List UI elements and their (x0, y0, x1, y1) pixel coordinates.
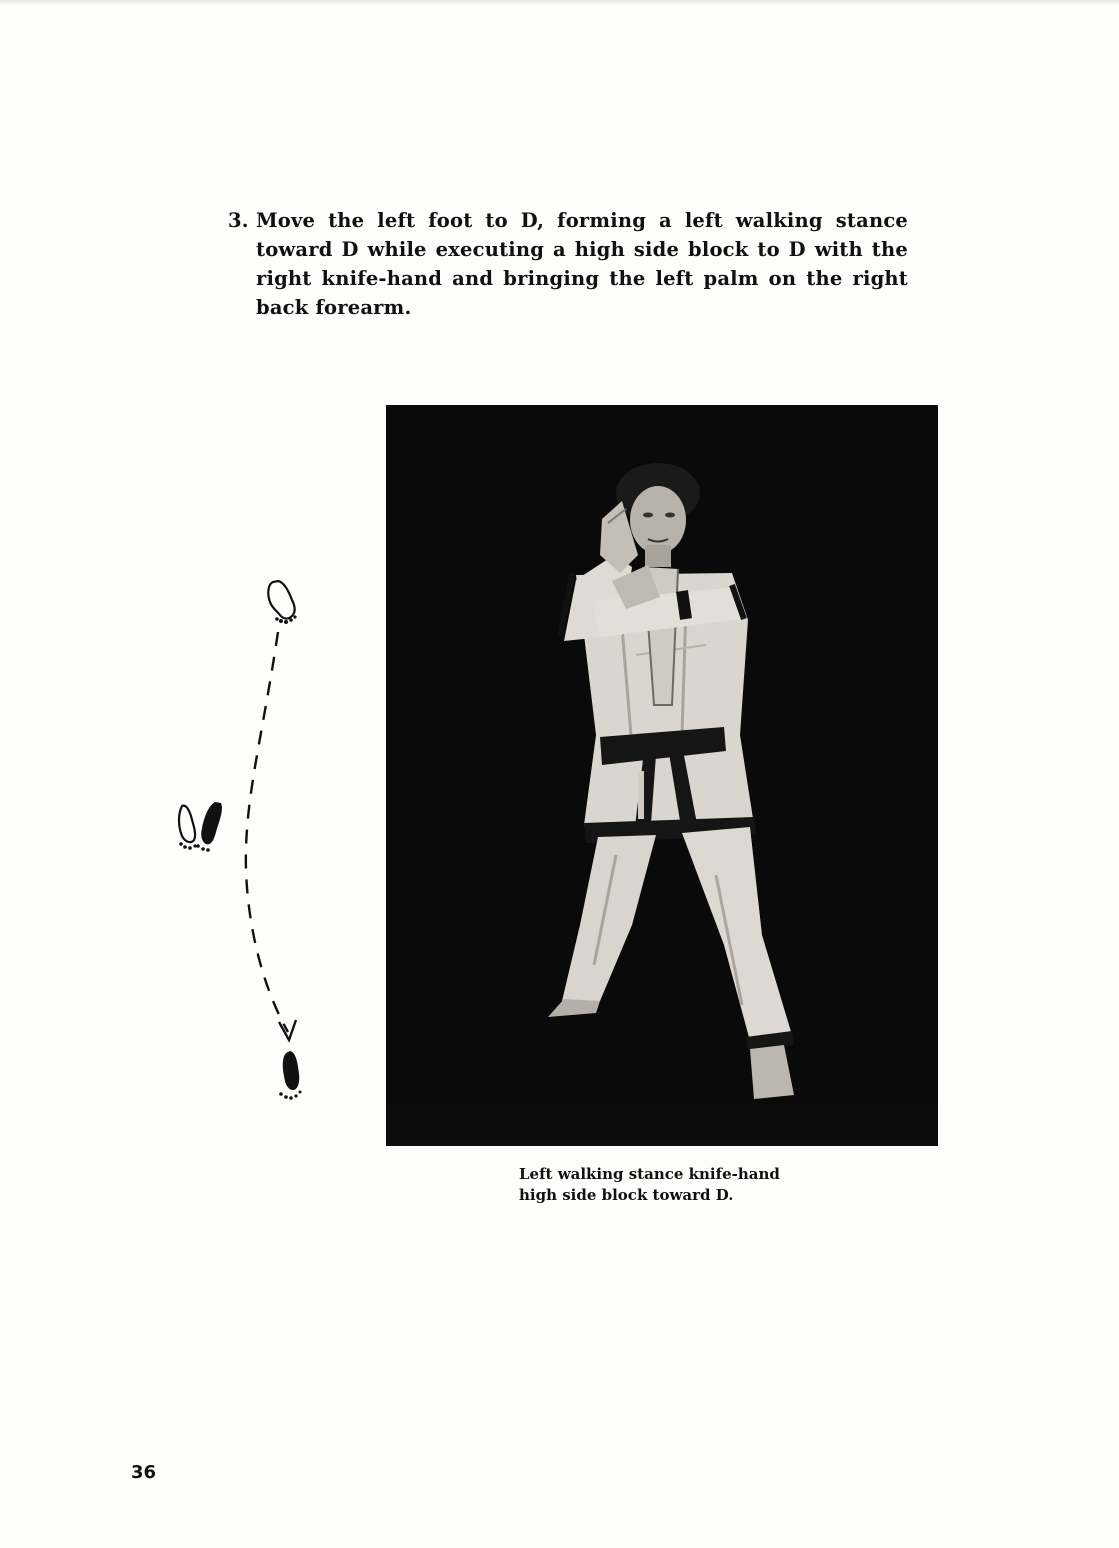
martial-arts-photo (386, 405, 938, 1146)
pivot-footprints-icon (179, 802, 222, 852)
starting-footprint-icon (268, 581, 296, 624)
caption-line-1: Left walking stance knife-hand (519, 1165, 780, 1183)
instruction-step (228, 206, 908, 322)
footstep-diagram-svg (160, 570, 320, 1110)
movement-path (246, 632, 288, 1032)
caption-line-2: high side block toward D. (519, 1186, 734, 1204)
ending-footprint-icon (279, 1051, 301, 1100)
footstep-diagram (160, 570, 320, 1110)
step-number: 3. (228, 209, 249, 232)
stance-figure (386, 405, 938, 1146)
scan-edge (0, 0, 1119, 6)
photo-caption (519, 1164, 859, 1206)
step-text: Move the left foot to D, forming a left walking stance toward D while executing a high side block to D with the right knife-hand and bringing the left palm on the right back forearm. (256, 209, 908, 319)
page-number: 36 (131, 1462, 157, 1483)
